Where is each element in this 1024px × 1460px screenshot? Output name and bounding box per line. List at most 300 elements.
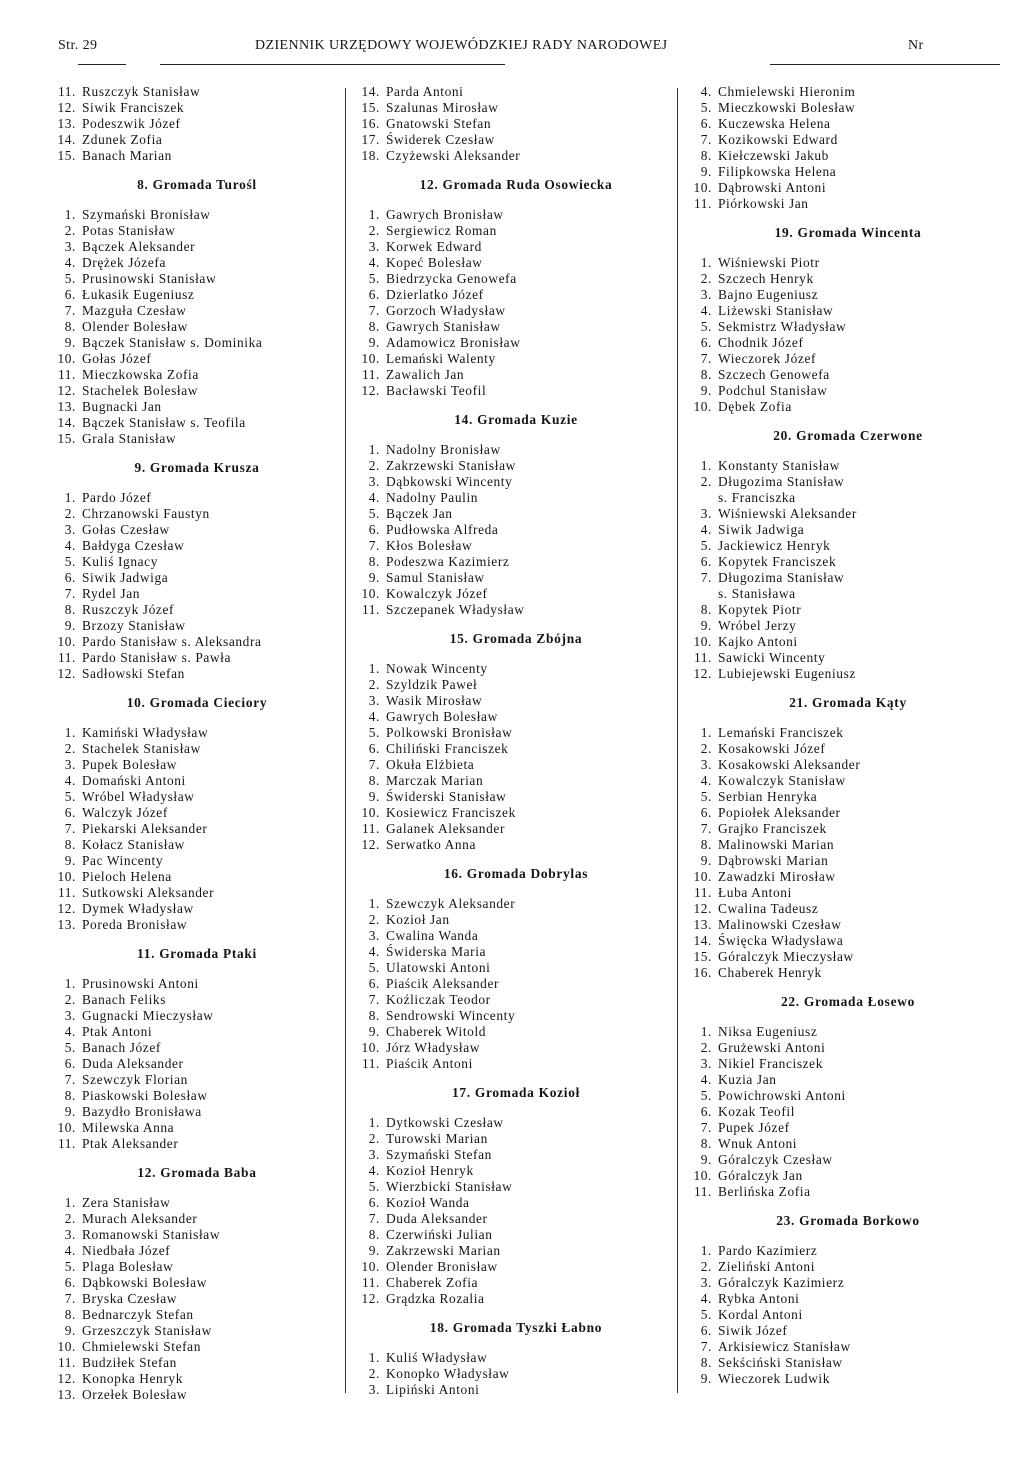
item-number: 6. bbox=[64, 805, 76, 820]
list-item bbox=[52, 351, 342, 367]
item-number: 2. bbox=[64, 992, 76, 1007]
list-item bbox=[688, 837, 1008, 853]
list-item bbox=[356, 1227, 676, 1243]
item-number: 7. bbox=[700, 821, 712, 836]
item-number: 13. bbox=[693, 917, 712, 932]
person-name: Sekmistrz Władysław bbox=[718, 319, 847, 334]
person-name: Rybka Antoni bbox=[718, 1291, 800, 1306]
item-number: 2. bbox=[64, 506, 76, 521]
list-item bbox=[52, 1088, 342, 1104]
list-item bbox=[688, 383, 1008, 399]
list-item bbox=[356, 960, 676, 976]
person-name: Szalunas Mirosław bbox=[386, 100, 499, 115]
list-item bbox=[688, 351, 1008, 367]
person-name: Berlińska Zofia bbox=[718, 1184, 811, 1199]
person-name: Grzeszczyk Stanisław bbox=[82, 1323, 212, 1338]
person-name: Wiśniewski Piotr bbox=[718, 255, 820, 270]
list-item bbox=[688, 885, 1008, 901]
item-number: 7. bbox=[64, 1072, 76, 1087]
item-number: 4. bbox=[700, 303, 712, 318]
list-item bbox=[356, 1350, 676, 1366]
section-heading: 9. Gromada Krusza bbox=[134, 460, 260, 475]
list-item bbox=[688, 1323, 1008, 1339]
page-number: Str. 29 bbox=[58, 38, 98, 53]
item-number: 14. bbox=[57, 132, 76, 147]
list-item bbox=[52, 1339, 342, 1355]
person-name: Kopytek Franciszek bbox=[718, 554, 837, 569]
list-item bbox=[52, 837, 342, 853]
item-number: 6. bbox=[64, 570, 76, 585]
list-item bbox=[688, 554, 1008, 570]
item-number: 4. bbox=[64, 255, 76, 270]
item-number: 2. bbox=[64, 1211, 76, 1226]
item-number: 5. bbox=[700, 538, 712, 553]
column-divider bbox=[345, 88, 346, 1393]
person-name: s. Franciszka bbox=[718, 490, 796, 505]
list-item bbox=[52, 84, 342, 100]
person-name: Ruszczyk Józef bbox=[82, 602, 175, 617]
list-item bbox=[52, 287, 342, 303]
person-name: Kozioł Wanda bbox=[386, 1195, 470, 1210]
person-name: Piekarski Aleksander bbox=[82, 821, 208, 836]
list-item bbox=[52, 805, 342, 821]
list-item bbox=[356, 1056, 676, 1072]
item-number: 6. bbox=[700, 335, 712, 350]
item-number: 3. bbox=[368, 1382, 380, 1397]
list-item bbox=[52, 415, 342, 431]
list-item bbox=[688, 522, 1008, 538]
person-name: Pardo Stanisław s. Aleksandra bbox=[82, 634, 262, 649]
person-name: Zakrzewski Stanisław bbox=[386, 458, 516, 473]
person-name: Wróbel Jerzy bbox=[718, 618, 797, 633]
person-name: Długozima Stanisław bbox=[718, 474, 845, 489]
list-item bbox=[356, 677, 676, 693]
list-item bbox=[52, 1387, 342, 1403]
item-number: 4. bbox=[700, 773, 712, 788]
list-item bbox=[52, 116, 342, 132]
list-item bbox=[52, 885, 342, 901]
list-item bbox=[688, 1275, 1008, 1291]
item-number: 3. bbox=[64, 757, 76, 772]
item-number: 2. bbox=[368, 677, 380, 692]
person-name: Kuzia Jan bbox=[718, 1072, 777, 1087]
item-number: 6. bbox=[64, 287, 76, 302]
person-name: Kopytek Piotr bbox=[718, 602, 802, 617]
item-number: 1. bbox=[700, 1024, 712, 1039]
person-name: Sutkowski Aleksander bbox=[82, 885, 215, 900]
item-number: 16. bbox=[693, 965, 712, 980]
section-heading: 14. Gromada Kuzie bbox=[454, 412, 578, 427]
list-item bbox=[356, 805, 676, 821]
person-name: Sawicki Wincenty bbox=[718, 650, 826, 665]
item-number: 10. bbox=[57, 869, 76, 884]
item-number: 11. bbox=[693, 196, 712, 211]
section-heading: 21. Gromada Kąty bbox=[789, 695, 907, 710]
person-name: Dymek Władysław bbox=[82, 901, 194, 916]
list-item bbox=[688, 725, 1008, 741]
person-name: Serbian Henryka bbox=[718, 789, 818, 804]
list-item bbox=[52, 821, 342, 837]
list-item bbox=[688, 490, 1008, 506]
person-name: Samul Stanisław bbox=[386, 570, 485, 585]
list-item bbox=[688, 1259, 1008, 1275]
item-number: 18. bbox=[361, 148, 380, 163]
item-number: 15. bbox=[57, 431, 76, 446]
item-number: 3. bbox=[700, 506, 712, 521]
person-name: Kosakowski Aleksander bbox=[718, 757, 861, 772]
list-item bbox=[52, 618, 342, 634]
list-item bbox=[356, 223, 676, 239]
list-item bbox=[688, 965, 1008, 981]
list-item bbox=[356, 538, 676, 554]
person-name: Niedbała Józef bbox=[82, 1243, 171, 1258]
person-name: Pupek Bolesław bbox=[82, 757, 178, 772]
person-name: Kamiński Władysław bbox=[82, 725, 209, 740]
item-number: 6. bbox=[368, 287, 380, 302]
person-name: Koźliczak Teodor bbox=[386, 992, 491, 1007]
list-item bbox=[356, 1115, 676, 1131]
list-item bbox=[52, 490, 342, 506]
item-number: 1. bbox=[368, 1350, 380, 1365]
item-number: 11. bbox=[361, 602, 380, 617]
person-name: Rydel Jan bbox=[82, 586, 141, 601]
list-item bbox=[356, 319, 676, 335]
person-name: Wnuk Antoni bbox=[718, 1136, 798, 1151]
person-name: Malinowski Marian bbox=[718, 837, 835, 852]
list-item bbox=[688, 148, 1008, 164]
person-name: Góralczyk Jan bbox=[718, 1168, 803, 1183]
item-number: 8. bbox=[368, 319, 380, 334]
list-item bbox=[688, 100, 1008, 116]
item-number: 1. bbox=[368, 442, 380, 457]
person-name: Dzierlatko Józef bbox=[386, 287, 484, 302]
list-item bbox=[52, 992, 342, 1008]
list-item bbox=[52, 538, 342, 554]
list-item bbox=[356, 1147, 676, 1163]
item-number: 7. bbox=[368, 303, 380, 318]
list-item bbox=[52, 757, 342, 773]
section-heading: 22. Gromada Łosewo bbox=[781, 994, 915, 1009]
person-name: Plaga Bolesław bbox=[82, 1259, 174, 1274]
item-number: 9. bbox=[700, 164, 712, 179]
list-item bbox=[52, 650, 342, 666]
list-item bbox=[52, 1195, 342, 1211]
person-name: Domański Antoni bbox=[82, 773, 186, 788]
person-name: Góralczyk Czesław bbox=[718, 1152, 833, 1167]
person-name: Banach Marian bbox=[82, 148, 172, 163]
person-name: Bazydło Bronisława bbox=[82, 1104, 202, 1119]
item-number: 13. bbox=[57, 1387, 76, 1402]
item-number: 6. bbox=[64, 1275, 76, 1290]
item-number: 5. bbox=[700, 100, 712, 115]
list-item bbox=[688, 1072, 1008, 1088]
list-item bbox=[356, 116, 676, 132]
item-number: 11. bbox=[361, 1275, 380, 1290]
list-item bbox=[356, 522, 676, 538]
list-item bbox=[688, 757, 1008, 773]
list-item bbox=[52, 319, 342, 335]
item-number: 8. bbox=[368, 1227, 380, 1242]
list-item bbox=[688, 1168, 1008, 1184]
item-number: 17. bbox=[361, 132, 380, 147]
list-item bbox=[688, 949, 1008, 965]
list-item bbox=[356, 976, 676, 992]
person-name: Mazguła Czesław bbox=[82, 303, 187, 318]
person-name: Szymański Bronisław bbox=[82, 207, 211, 222]
person-name: Zawalich Jan bbox=[386, 367, 465, 382]
item-number: 10. bbox=[57, 1120, 76, 1135]
section-heading: 18. Gromada Tyszki Łabno bbox=[429, 1320, 603, 1335]
list-item bbox=[356, 1179, 676, 1195]
item-number: 10. bbox=[57, 1339, 76, 1354]
item-number: 5. bbox=[64, 1259, 76, 1274]
person-name: Kosakowski Józef bbox=[718, 741, 826, 756]
list-item bbox=[52, 367, 342, 383]
item-number: 2. bbox=[64, 223, 76, 238]
item-number: 9. bbox=[368, 1024, 380, 1039]
item-number: 12. bbox=[57, 901, 76, 916]
item-number: 6. bbox=[368, 522, 380, 537]
person-name: Ruszczyk Stanisław bbox=[82, 84, 201, 99]
list-item bbox=[356, 1211, 676, 1227]
person-name: Konopko Władysław bbox=[386, 1366, 510, 1381]
person-name: Szymański Stefan bbox=[386, 1147, 492, 1162]
person-name: Wróbel Władysław bbox=[82, 789, 195, 804]
item-number: 7. bbox=[700, 1339, 712, 1354]
person-name: Ptak Antoni bbox=[82, 1024, 153, 1039]
person-name: Szczech Genowefa bbox=[718, 367, 830, 382]
person-name: Poreda Bronisław bbox=[82, 917, 188, 932]
item-number: 5. bbox=[368, 725, 380, 740]
item-number: 5. bbox=[368, 271, 380, 286]
item-number: 2. bbox=[700, 1259, 712, 1274]
person-name: Stachelek Stanisław bbox=[82, 741, 201, 756]
person-name: Święcka Władysława bbox=[718, 933, 844, 948]
item-number: 9. bbox=[368, 1243, 380, 1258]
item-number: 4. bbox=[64, 538, 76, 553]
list-item bbox=[688, 773, 1008, 789]
list-item bbox=[688, 917, 1008, 933]
list-item bbox=[688, 271, 1008, 287]
person-name: Gawrych Bronisław bbox=[386, 207, 504, 222]
person-name: Duda Aleksander bbox=[82, 1056, 184, 1071]
person-name: Murach Aleksander bbox=[82, 1211, 198, 1226]
list-item bbox=[688, 1243, 1008, 1259]
list-item bbox=[688, 821, 1008, 837]
list-item bbox=[356, 1024, 676, 1040]
person-name: Budziłek Stefan bbox=[82, 1355, 177, 1370]
item-number: 15. bbox=[361, 100, 380, 115]
person-name: Konopka Henryk bbox=[82, 1371, 183, 1386]
item-number: 2. bbox=[368, 458, 380, 473]
list-item bbox=[688, 1371, 1008, 1387]
person-name: Kowalczyk Stanisław bbox=[718, 773, 846, 788]
item-number: 7. bbox=[368, 757, 380, 772]
item-number: 12. bbox=[361, 1291, 380, 1306]
person-name: Walczyk Józef bbox=[82, 805, 168, 820]
item-number: 2. bbox=[64, 741, 76, 756]
item-number: 9. bbox=[64, 618, 76, 633]
item-number: 11. bbox=[693, 650, 712, 665]
list-item bbox=[356, 586, 676, 602]
list-item bbox=[52, 1259, 342, 1275]
item-number: 3. bbox=[700, 287, 712, 302]
list-item bbox=[688, 335, 1008, 351]
list-item bbox=[52, 666, 342, 682]
list-item bbox=[688, 84, 1008, 100]
item-number: 8. bbox=[368, 554, 380, 569]
item-number: 1. bbox=[64, 725, 76, 740]
list-item bbox=[356, 383, 676, 399]
person-name: Pudłowska Alfreda bbox=[386, 522, 499, 537]
list-item bbox=[688, 1355, 1008, 1371]
person-name: Kowalczyk Józef bbox=[386, 586, 488, 601]
list-item bbox=[688, 1184, 1008, 1200]
item-number: 1. bbox=[368, 1115, 380, 1130]
list-item bbox=[52, 148, 342, 164]
item-number: 7. bbox=[700, 570, 712, 585]
item-number: 9. bbox=[700, 1152, 712, 1167]
person-name: Bączek Jan bbox=[386, 506, 453, 521]
person-name: Filipkowska Helena bbox=[718, 164, 837, 179]
list-item bbox=[688, 1088, 1008, 1104]
person-name: Powichrowski Antoni bbox=[718, 1088, 846, 1103]
person-name: Olender Bolesław bbox=[82, 319, 188, 334]
item-number: 1. bbox=[64, 207, 76, 222]
item-number: 7. bbox=[64, 303, 76, 318]
list-item bbox=[356, 709, 676, 725]
item-number: 9. bbox=[64, 1323, 76, 1338]
person-name: Kłos Bolesław bbox=[386, 538, 473, 553]
list-item bbox=[688, 618, 1008, 634]
item-number: 3. bbox=[700, 1275, 712, 1290]
item-number: 10. bbox=[361, 1259, 380, 1274]
person-name: Kopeć Bolesław bbox=[386, 255, 483, 270]
list-item bbox=[688, 180, 1008, 196]
item-number: 6. bbox=[368, 741, 380, 756]
person-name: Szczech Henryk bbox=[718, 271, 814, 286]
item-number: 4. bbox=[368, 1163, 380, 1178]
list-item bbox=[356, 351, 676, 367]
list-item bbox=[52, 1008, 342, 1024]
list-item bbox=[356, 570, 676, 586]
item-number: 4. bbox=[368, 709, 380, 724]
person-name: Malinowski Czesław bbox=[718, 917, 842, 932]
header-rule bbox=[78, 64, 126, 65]
person-name: Wiśniewski Aleksander bbox=[718, 506, 857, 521]
list-item bbox=[52, 1211, 342, 1227]
person-name: Nadolny Paulin bbox=[386, 490, 479, 505]
list-item bbox=[52, 239, 342, 255]
list-item bbox=[52, 1243, 342, 1259]
list-item bbox=[52, 335, 342, 351]
item-number: 1. bbox=[368, 661, 380, 676]
person-name: Pardo Kazimierz bbox=[718, 1243, 818, 1258]
item-number: 12. bbox=[361, 837, 380, 852]
section-heading: 15. Gromada Zbójna bbox=[449, 631, 583, 646]
item-number: 12. bbox=[693, 901, 712, 916]
item-number: 3. bbox=[700, 757, 712, 772]
list-item bbox=[52, 725, 342, 741]
list-item bbox=[356, 912, 676, 928]
list-item bbox=[52, 1072, 342, 1088]
person-name: Niksa Eugeniusz bbox=[718, 1024, 818, 1039]
item-number: 11. bbox=[693, 1184, 712, 1199]
person-name: Adamowicz Bronisław bbox=[386, 335, 521, 350]
person-name: Bączek Stanisław s. Teofila bbox=[82, 415, 246, 430]
person-name: Chodnik Józef bbox=[718, 335, 804, 350]
list-item bbox=[356, 928, 676, 944]
list-item bbox=[688, 116, 1008, 132]
list-item bbox=[52, 773, 342, 789]
list-item bbox=[52, 1371, 342, 1387]
column-2 bbox=[356, 84, 676, 1398]
section-heading: 11. Gromada Ptaki bbox=[137, 946, 257, 961]
list-item bbox=[688, 853, 1008, 869]
item-number: 2. bbox=[700, 474, 712, 489]
person-name: Bałdyga Czesław bbox=[82, 538, 185, 553]
person-name: Sekściński Stanisław bbox=[718, 1355, 843, 1370]
person-name: Kajko Antoni bbox=[718, 634, 798, 649]
person-name: Szewczyk Aleksander bbox=[386, 896, 516, 911]
item-number: 15. bbox=[693, 949, 712, 964]
person-name: Siwik Franciszek bbox=[82, 100, 185, 115]
person-name: Milewska Anna bbox=[82, 1120, 175, 1135]
item-number: 4. bbox=[64, 1024, 76, 1039]
item-number: 6. bbox=[368, 976, 380, 991]
person-name: Bryska Czesław bbox=[82, 1291, 178, 1306]
person-name: Ptak Aleksander bbox=[82, 1136, 179, 1151]
person-name: Kuliś Ignacy bbox=[82, 554, 158, 569]
item-number: 5. bbox=[64, 1040, 76, 1055]
person-name: Łuba Antoni bbox=[718, 885, 792, 900]
list-item bbox=[52, 271, 342, 287]
item-number: 7. bbox=[64, 1291, 76, 1306]
item-number: 9. bbox=[368, 570, 380, 585]
list-item bbox=[688, 602, 1008, 618]
list-item bbox=[52, 869, 342, 885]
item-number: 12. bbox=[57, 666, 76, 681]
person-name: Sergiewicz Roman bbox=[386, 223, 497, 238]
list-item bbox=[688, 303, 1008, 319]
list-item bbox=[356, 773, 676, 789]
person-name: Gugnacki Mieczysław bbox=[82, 1008, 214, 1023]
list-item bbox=[52, 554, 342, 570]
item-number: 9. bbox=[368, 335, 380, 350]
list-item bbox=[356, 442, 676, 458]
person-name: Bacławski Teofil bbox=[386, 383, 487, 398]
item-number: 8. bbox=[368, 1008, 380, 1023]
list-item bbox=[688, 196, 1008, 212]
person-name: Sadłowski Stefan bbox=[82, 666, 185, 681]
item-number: 2. bbox=[700, 271, 712, 286]
person-name: Biedrzycka Genowefa bbox=[386, 271, 517, 286]
list-item bbox=[356, 757, 676, 773]
item-number: 15. bbox=[57, 148, 76, 163]
item-number: 5. bbox=[64, 789, 76, 804]
person-name: Zdunek Zofia bbox=[82, 132, 163, 147]
person-name: Serwatko Anna bbox=[386, 837, 476, 852]
person-name: Lemański Walenty bbox=[386, 351, 496, 366]
item-number: 6. bbox=[700, 1323, 712, 1338]
list-item bbox=[356, 693, 676, 709]
item-number: 8. bbox=[700, 1136, 712, 1151]
item-number: 12. bbox=[693, 666, 712, 681]
person-name: Piaścik Antoni bbox=[386, 1056, 473, 1071]
item-number: 5. bbox=[700, 789, 712, 804]
list-item bbox=[356, 789, 676, 805]
list-item bbox=[356, 271, 676, 287]
